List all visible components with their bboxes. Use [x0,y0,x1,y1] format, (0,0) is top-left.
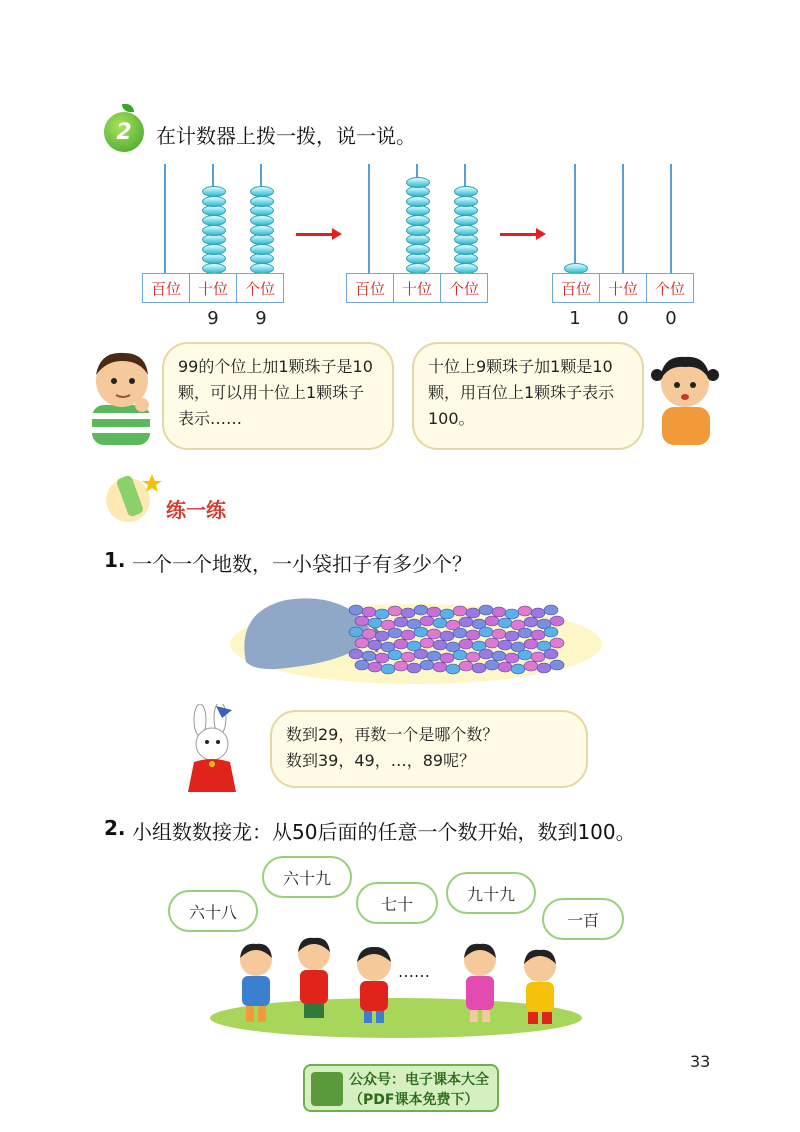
button-piece [440,631,454,641]
place-value-row [552,273,694,303]
button-piece [544,627,558,637]
button-piece [427,651,441,661]
button-piece [524,617,538,627]
button-piece [368,618,382,628]
button-piece [394,661,408,671]
button-piece [375,609,389,619]
button-piece [362,651,376,661]
abacus-bead [406,234,430,245]
stamp-line-2: （PDF课本免费下） [349,1092,479,1108]
button-piece [362,607,376,617]
button-piece [524,661,538,671]
abacus-bead [202,186,226,197]
abacus-bead [250,225,274,236]
button-piece [440,609,454,619]
abacus-bead [406,205,430,216]
question-2-number: 2. [104,816,126,840]
arrow-icon [500,233,540,236]
button-piece [492,607,506,617]
abacus-bead [454,215,478,226]
abacus-rod [164,164,166,274]
girl-speech-bubble [412,342,644,450]
rabbit-speech-bubble [270,710,588,788]
place-value-label: 百位 [347,274,394,302]
abacus-bead [202,205,226,216]
question-1-number: 1. [104,548,126,572]
button-piece [453,650,467,660]
publisher-stamp [303,1064,499,1112]
button-piece [440,653,454,663]
button-piece [368,662,382,672]
abacus-digit: 0 [665,308,677,329]
button-piece [407,663,421,673]
button-piece [433,662,447,672]
button-piece [368,640,382,650]
abacus-bead [250,196,274,207]
button-bag-illustration [226,592,606,692]
abacus-digit: 9 [255,308,267,329]
button-piece [433,640,447,650]
button-piece [498,662,512,672]
abacus-bead [406,196,430,207]
button-piece [492,629,506,639]
abacus-bead [406,186,430,197]
button-piece [375,653,389,663]
button-piece [479,649,493,659]
abacus-digit: 0 [617,308,629,329]
stamp-line-1: 公众号：电子课本大全 [349,1072,489,1088]
pencil-mascot-icon [100,468,164,528]
button-piece [349,605,363,615]
button-piece [518,650,532,660]
place-value-row [142,273,284,303]
abacus-bead [406,244,430,255]
button-piece [485,616,499,626]
abacus-bead [454,196,478,207]
boy-illustration [80,345,160,445]
count-cloud: 一百 [542,898,624,940]
button-piece [355,660,369,670]
place-value-label: 个位 [448,279,479,298]
count-cloud: 六十九 [262,856,352,898]
abacus-bead [202,225,226,236]
button-piece [375,631,389,641]
button-piece [550,638,564,648]
button-piece [505,609,519,619]
girl-speech-text: 十位上9颗珠子加1颗是10颗，用百位上1颗珠子表示100。 [428,357,615,428]
section-title: 在计数器上拨一拨，说一说。 [156,124,416,148]
place-value-label: 十位 [190,274,237,302]
abacus-digit: 9 [207,308,219,329]
button-piece [531,630,545,640]
rabbit-illustration [176,704,248,796]
button-piece [524,639,538,649]
place-value-label: 十位 [394,274,441,302]
question-2-text: 小组数数接龙：从50后面的任意一个数开始，数到100。 [132,820,636,844]
button-piece [388,650,402,660]
girl-illustration [650,345,720,445]
boy-speech-text: 99的个位上加1颗珠子是10颗，可以用十位上1颗珠子表示…… [178,357,373,428]
abacus-panel [142,160,286,330]
abacus-rod [622,164,624,274]
abacus-bead [202,244,226,255]
abacus-bead [454,205,478,216]
rabbit-speech-line-1: 数到29，再数一个是哪个数？ [286,725,499,744]
count-cloud: 七十 [356,882,438,924]
abacus-bead [250,205,274,216]
button-piece [459,661,473,671]
button-piece [531,652,545,662]
arrow-icon [296,233,336,236]
button-piece [498,640,512,650]
button-piece [388,628,402,638]
boy-speech-bubble [162,342,394,450]
abacus-bead [250,244,274,255]
button-piece [531,608,545,618]
button-piece [427,607,441,617]
place-value-label: 个位 [654,279,685,298]
button-piece [427,629,441,639]
button-piece [420,660,434,670]
button-piece [401,608,415,618]
button-piece [355,638,369,648]
button-piece [394,617,408,627]
abacus-rod [368,164,370,274]
abacus-bead [202,215,226,226]
abacus-bead [454,225,478,236]
button-piece [433,618,447,628]
abacus-bead [250,215,274,226]
button-piece [511,664,525,674]
button-piece [349,627,363,637]
abacus-bead [406,177,430,188]
abacus-bead [250,186,274,197]
button-piece [492,651,506,661]
abacus-bead [202,196,226,207]
button-piece [394,639,408,649]
button-piece [453,628,467,638]
place-value-label: 十位 [600,274,647,302]
button-piece [479,605,493,615]
button-piece [550,660,564,670]
button-piece [362,629,376,639]
abacus-bead [406,225,430,236]
button-piece [472,663,486,673]
abacus-digit: 1 [569,308,581,329]
section-number: 2 [116,119,132,145]
button-piece [401,652,415,662]
button-piece [459,639,473,649]
button-piece [349,649,363,659]
abacus-bead [454,234,478,245]
button-piece [401,630,415,640]
book-logo-icon [311,1072,343,1106]
button-piece [414,605,428,615]
abacus-bead [250,234,274,245]
button-piece [505,653,519,663]
abacus-bead [406,253,430,264]
button-piece [518,606,532,616]
button-piece [466,652,480,662]
place-value-row [346,273,488,303]
button-piece [505,631,519,641]
place-value-label: 百位 [553,274,600,302]
abacus-bead [454,253,478,264]
button-piece [446,664,460,674]
page-number: 33 [690,1052,711,1071]
abacus-rod [670,164,672,274]
button-piece [498,618,512,628]
button-piece [537,663,551,673]
count-cloud: 九十九 [446,872,536,914]
abacus-rod [574,164,576,274]
button-piece [544,649,558,659]
button-piece [459,617,473,627]
button-piece [544,605,558,615]
abacus-bead [202,253,226,264]
button-piece [466,630,480,640]
section-number-badge [104,112,144,152]
apple-leaf-icon [122,104,134,112]
children-grass-illustration [206,930,586,1040]
button-piece [355,616,369,626]
button-piece [518,628,532,638]
abacus-bead [250,253,274,264]
button-piece [485,660,499,670]
question-1-text: 一个一个地数，一小袋扣子有多少个？ [132,552,472,576]
button-piece [414,649,428,659]
button-piece [414,627,428,637]
button-piece [420,638,434,648]
button-piece [388,606,402,616]
button-piece [453,606,467,616]
button-piece [550,616,564,626]
place-value-label: 个位 [244,279,275,298]
button-piece [466,608,480,618]
button-piece [485,638,499,648]
abacus-panel [346,160,490,330]
abacus-bead [202,234,226,245]
ellipsis-text: …… [398,962,430,981]
abacus-bead [454,186,478,197]
button-piece [420,616,434,626]
rabbit-speech-line-2: 数到39，49，…，89呢？ [286,751,476,770]
abacus-bead [454,244,478,255]
count-cloud: 六十八 [168,890,258,932]
place-value-label: 百位 [143,274,190,302]
practice-heading: 练一练 [166,498,226,522]
abacus-bead [406,215,430,226]
button-piece [381,664,395,674]
button-piece [479,627,493,637]
abacus-panel [552,160,696,330]
